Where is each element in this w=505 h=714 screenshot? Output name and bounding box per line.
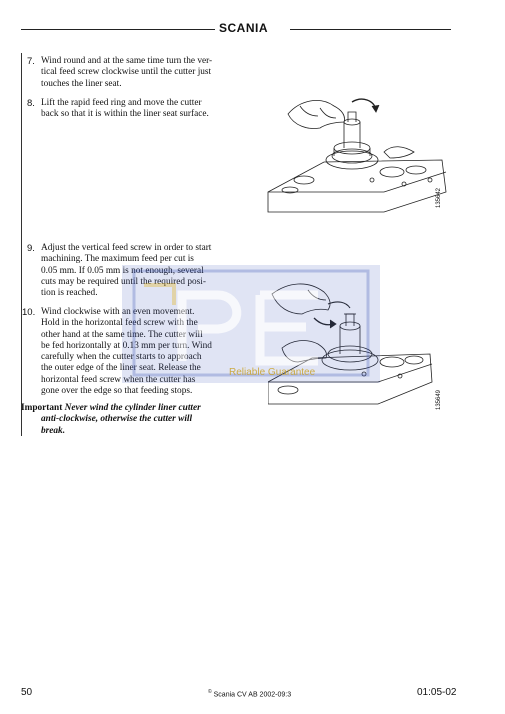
step-line: tical feed screw clockwise until the cutter just	[41, 67, 212, 78]
figure-cutter-liner-seat	[264, 92, 450, 218]
watermark-logo	[122, 265, 380, 383]
step-line: Adjust the vertical feed screw in order to start	[41, 243, 212, 253]
step-number: 10.	[22, 307, 36, 318]
step-number: 9.	[27, 243, 35, 254]
header-rule-left	[21, 29, 215, 30]
step-line: Wind round and at the same time turn the ver-	[41, 56, 213, 66]
step-line: machining. The maximum feed per cut is	[41, 254, 194, 265]
step-line: carefully when the cutter starts to approach	[41, 352, 202, 363]
step-line: Wind clockwise with an even movement.	[41, 307, 195, 317]
doc-code: 01:05-02	[417, 687, 457, 698]
margin-bar	[21, 53, 22, 436]
figure-id: 135649	[436, 389, 442, 410]
brand-logo: SCANIA	[219, 21, 269, 35]
step-line: 0.05 mm. If 0.05 mm is not enough, several	[41, 265, 204, 276]
step-line: touches the liner seat.	[41, 78, 122, 89]
important-line: anti-clockwise, otherwise the cutter will	[41, 414, 193, 425]
copyright-symbol: ©	[208, 689, 212, 695]
important-label: Important	[21, 403, 63, 413]
step-line: tion is reached.	[41, 288, 98, 299]
step-line: gone over the edge so that feeding stops.	[41, 386, 193, 397]
important-line: Never wind the cylinder liner cutter	[64, 403, 201, 413]
step-line: the outer edge of the liner seat. Release the	[41, 363, 201, 374]
step-line: back so that it is within the liner seat surface.	[41, 109, 209, 120]
step-line: horizontal feed screw when the cutter has	[41, 374, 196, 385]
important-note	[21, 403, 233, 437]
step-line: Lift the rapid feed ring and move the cutter	[41, 98, 202, 108]
step-line: Hold in the horizontal feed screw with the	[41, 318, 198, 329]
figure-id: 135642	[436, 187, 442, 208]
step-line: be fed horizontally at 0.13 mm per turn. Wind	[41, 340, 212, 351]
step-text	[41, 56, 253, 90]
page-number: 50	[21, 687, 33, 698]
copyright-text: Scania CV AB 2002-09:3	[213, 691, 292, 699]
important-line: break.	[41, 425, 66, 436]
step-number: 8.	[27, 98, 35, 109]
step-line: cuts may be required until the required posi-	[41, 276, 206, 287]
copyright	[208, 689, 291, 698]
watermark-text: Reliable Guarantee	[229, 367, 316, 378]
step-line: other hand at the same time. The cutter will	[41, 329, 203, 340]
step-text	[41, 98, 253, 121]
header-rule-right	[290, 29, 451, 30]
step-number: 7.	[27, 56, 35, 67]
